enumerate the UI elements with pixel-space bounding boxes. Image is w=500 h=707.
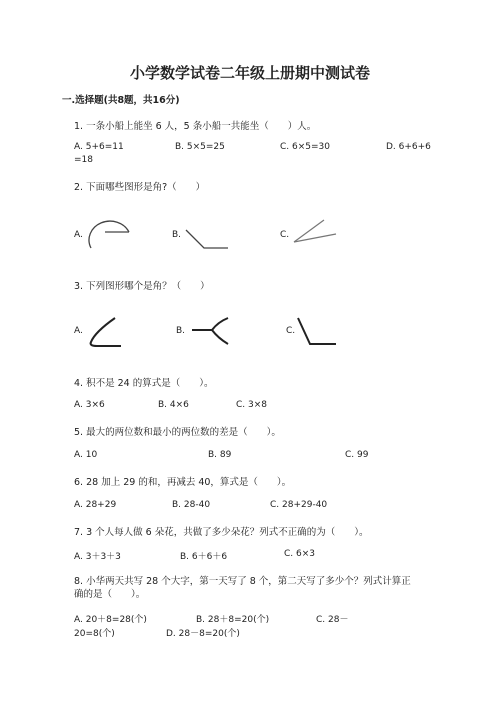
q1-option-c[interactable]: C. 6×5=30 [280,142,330,152]
question-7-stem: 7. 3 个人每人做 6 朵花，共做了多少朵花？列式不正确的为（ ）。 [74,527,369,538]
q5-option-a[interactable]: A. 10 [74,450,98,460]
q5-option-c[interactable]: C. 99 [345,450,369,460]
q8-option-d[interactable]: D. 28－8=20(个) [166,629,240,639]
question-1-stem: 1. 一条小船上能坐 6 人，5 条小船一共能坐（ ）人。 [74,121,317,132]
question-5-stem: 5. 最大的两位数和最小的两位数的差是（ ）。 [74,427,281,438]
q6-option-b[interactable]: B. 28-40 [172,500,211,510]
q3-curved-angle-figure [85,312,125,348]
q2-angle-figure [290,214,340,250]
question-8-stem-line-2: 确的是（ ）。 [74,589,146,600]
q3-straight-angle-figure [294,314,340,348]
q3-curved-lines-figure [188,314,232,348]
q1-option-a[interactable]: A. 5+6=11 [74,142,124,152]
q8-option-c[interactable]: C. 28－ [316,615,349,625]
q3-option-b[interactable]: B. [176,326,186,336]
page-title: 小学数学试卷二年级上册期中测试卷 [129,64,370,82]
q2-bent-line-figure [180,222,230,252]
q6-option-a[interactable]: A. 28+29 [74,500,117,510]
q4-option-a[interactable]: A. 3×6 [74,400,105,410]
q7-option-c[interactable]: C. 6×3 [284,549,315,559]
q7-option-b[interactable]: B. 6＋6＋6 [180,552,228,562]
question-4-stem: 4. 积不是 24 的算式是（ ）。 [74,378,214,389]
q1-option-d-continued: =18 [74,155,93,165]
q2-option-a[interactable]: A. [74,230,83,240]
q8-option-c-continued: 20=8(个) [74,629,115,639]
q5-option-b[interactable]: B. 89 [208,450,232,460]
question-6-stem: 6. 28 加上 29 的和，再减去 40，算式是（ ）。 [74,477,292,488]
section-heading: 一.选择题(共8题，共16分) [62,95,180,106]
q4-option-b[interactable]: B. 4×6 [158,400,189,410]
question-8-stem-line-1: 8. 小华两天共写 28 个大字，第一天写了 8 个，第二天写了多少个？列式计算正 [74,576,411,587]
question-3-stem: 3. 下列图形哪个是角？（ ） [74,281,210,292]
q2-option-c[interactable]: C. [280,230,290,240]
q3-option-a[interactable]: A. [74,326,83,336]
q6-option-c[interactable]: C. 28+29-40 [270,500,328,510]
q3-option-c[interactable]: C. [286,326,296,336]
q8-option-a[interactable]: A. 20＋8=28(个) [74,615,147,625]
q2-option-b[interactable]: B. [172,230,182,240]
q8-option-b[interactable]: B. 28＋8=20(个) [196,615,270,625]
q1-option-b[interactable]: B. 5×5=25 [175,142,225,152]
question-2-stem: 2. 下面哪些图形是角?（ ） [74,182,206,193]
q2-arc-figure [85,218,135,252]
q7-option-a[interactable]: A. 3＋3＋3 [74,552,121,562]
q4-option-c[interactable]: C. 3×8 [236,400,267,410]
q1-option-d[interactable]: D. 6+6+6 [386,142,431,152]
